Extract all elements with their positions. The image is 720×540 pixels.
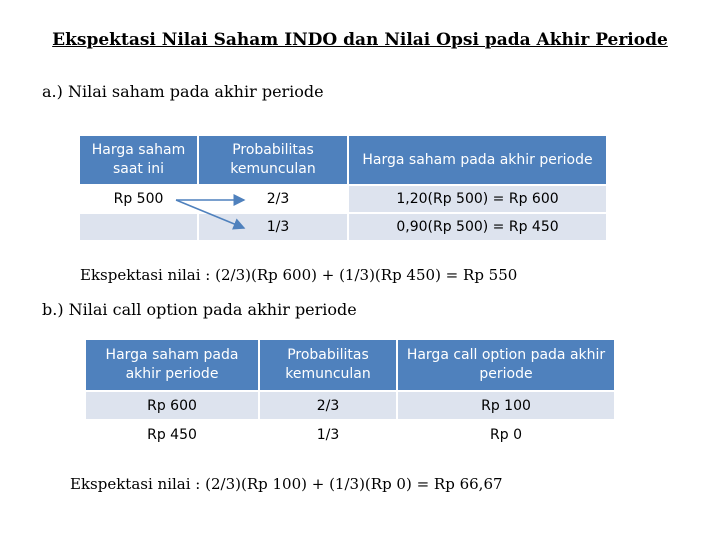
cell-probability: 1/3 <box>260 421 398 450</box>
stock-price-table <box>80 136 606 242</box>
expectation-stock: Ekspektasi nilai : (2/3)(Rp 600) + (1/3)(Rp 450) = Rp 550 <box>80 266 518 284</box>
cell-option-price: Rp 0 <box>398 421 614 450</box>
page-title: Ekspektasi Nilai Saham INDO dan Nilai Opsi pada Akhir Periode <box>52 30 668 50</box>
expectation-option: Ekspektasi nilai : (2/3)(Rp 100) + (1/3)(Rp 0) = Rp 66,67 <box>70 475 503 493</box>
table-row <box>86 421 614 450</box>
table-header-row <box>86 340 614 392</box>
cell-current-price: Rp 500 <box>80 186 199 214</box>
table-header-row <box>80 136 606 186</box>
section-a-heading: a.) Nilai saham pada akhir periode <box>42 82 324 101</box>
cell-end-price: 1,20(Rp 500) = Rp 600 <box>349 186 606 214</box>
cell-probability-value: 2/3 <box>266 191 290 207</box>
header-option-price: Harga call option pada akhir periode <box>398 340 614 392</box>
header-current-price: Harga saham saat ini <box>80 136 199 186</box>
call-option-table <box>86 340 614 450</box>
cell-probability-value: 1/3 <box>266 219 290 235</box>
table-row <box>86 392 614 421</box>
cell-end-price: Rp 450 <box>86 421 260 450</box>
header-end-price: Harga saham pada akhir periode <box>349 136 606 186</box>
header-end-price: Harga saham pada akhir periode <box>86 340 260 392</box>
cell-end-price: Rp 600 <box>86 392 260 421</box>
cell-probability <box>199 186 349 214</box>
header-probability: Probabilitas kemunculan <box>260 340 398 392</box>
section-b-heading: b.) Nilai call option pada akhir periode <box>42 300 357 319</box>
cell-probability: 2/3 <box>260 392 398 421</box>
cell-current-price <box>80 214 199 242</box>
table-row <box>80 214 606 242</box>
table-row <box>80 186 606 214</box>
cell-probability <box>199 214 349 242</box>
header-probability: Probabilitas kemunculan <box>199 136 349 186</box>
cell-end-price: 0,90(Rp 500) = Rp 450 <box>349 214 606 242</box>
cell-option-price: Rp 100 <box>398 392 614 421</box>
